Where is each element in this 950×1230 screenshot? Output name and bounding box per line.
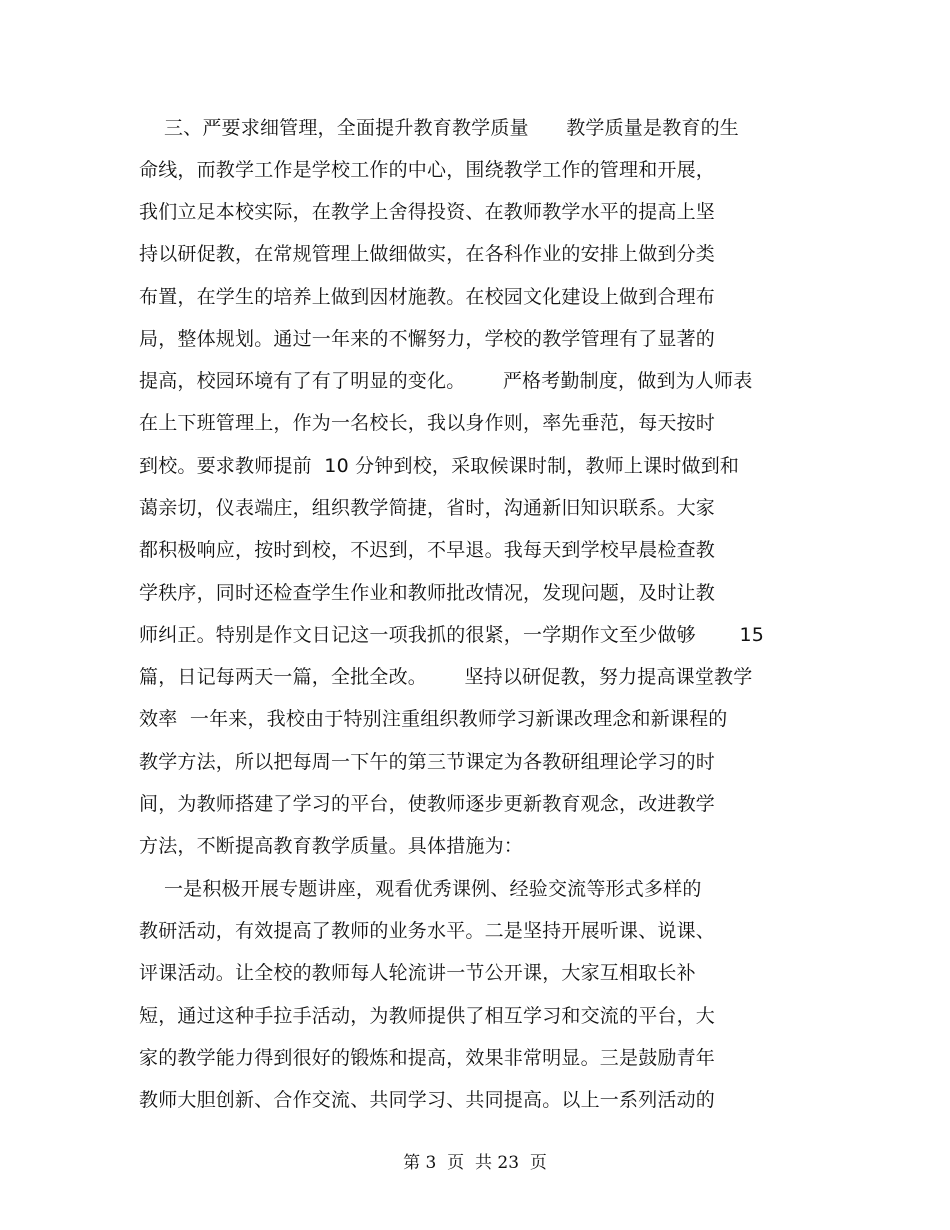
text-line: 学秩序，同时还检查学生作业和教师批改情况，发现问题，及时让教 <box>139 582 716 604</box>
text-line: 效率 一年来，我校由于特别注重组织教师学习新课改理念和新课程的 <box>139 708 728 730</box>
text-line: 一是积极开展专题讲座，观看优秀课例、经验交流等形式多样的 <box>139 878 702 900</box>
text-line: 都积极响应，按时到校，不迟到，不早退。我每天到学校早晨检查教 <box>139 539 716 561</box>
text-line: 提高，校园环境有了有了明显的变化。 严格考勤制度，做到为人师表 <box>139 370 753 392</box>
text-line: 教学方法，所以把每周一下午的第三节课定为各教研组理论学习的时 <box>139 751 716 773</box>
text-line: 我们立足本校实际，在教学上舍得投资、在教师教学水平的提高上坚 <box>139 201 716 223</box>
text-line: 到校。要求教师提前 10 分钟到校，采取候课时制，教师上课时做到和 <box>139 455 740 477</box>
text-line: 短，通过这种手拉手活动，为教师提供了相互学习和交流的平台，大 <box>139 1005 716 1027</box>
text-line: 蔼亲切，仪表端庄，组织教学简捷，省时，沟通新旧知识联系。大家 <box>139 497 716 519</box>
text-line: 持以研促教，在常规管理上做细做实，在各科作业的安排上做到分类 <box>139 243 716 265</box>
text-line: 师纠正。特别是作文日记这一项我抓的很紧，一学期作文至少做够 15 <box>139 624 765 646</box>
text-line: 命线，而教学工作是学校工作的中心，围绕教学工作的管理和开展， <box>139 159 716 181</box>
text-line: 教研活动，有效提高了教师的业务水平。二是坚持开展听课、说课、 <box>139 920 716 942</box>
text-line: 篇，日记每两天一篇，全批全改。 坚持以研促教，努力提高课堂教学 <box>139 666 753 688</box>
text-line: 评课活动。让全校的教师每人轮流讲一节公开课，大家互相取长补 <box>139 962 696 984</box>
text-line: 布置，在学生的培养上做到因材施教。在校园文化建设上做到合理布 <box>139 286 716 308</box>
text-line: 局，整体规划。通过一年来的不懈努力，学校的教学管理有了显著的 <box>139 328 716 350</box>
text-line: 三、严要求细管理，全面提升教育教学质量 教学质量是教育的生 <box>139 117 739 139</box>
page-number-footer: 第 3 页 共 23 页 <box>403 1153 547 1173</box>
text-line: 在上下班管理上，作为一名校长，我以身作则，率先垂范，每天按时 <box>139 412 716 434</box>
text-line: 家的教学能力得到很好的锻炼和提高，效果非常明显。三是鼓励青年 <box>139 1047 716 1069</box>
text-line: 教师大胆创新、合作交流、共同学习、共同提高。以上一系列活动的 <box>139 1089 716 1111</box>
text-line: 方法，不断提高教育教学质量。具体措施为： <box>139 835 524 857</box>
text-line: 间，为教师搭建了学习的平台，使教师逐步更新教育观念，改进教学 <box>139 793 716 815</box>
